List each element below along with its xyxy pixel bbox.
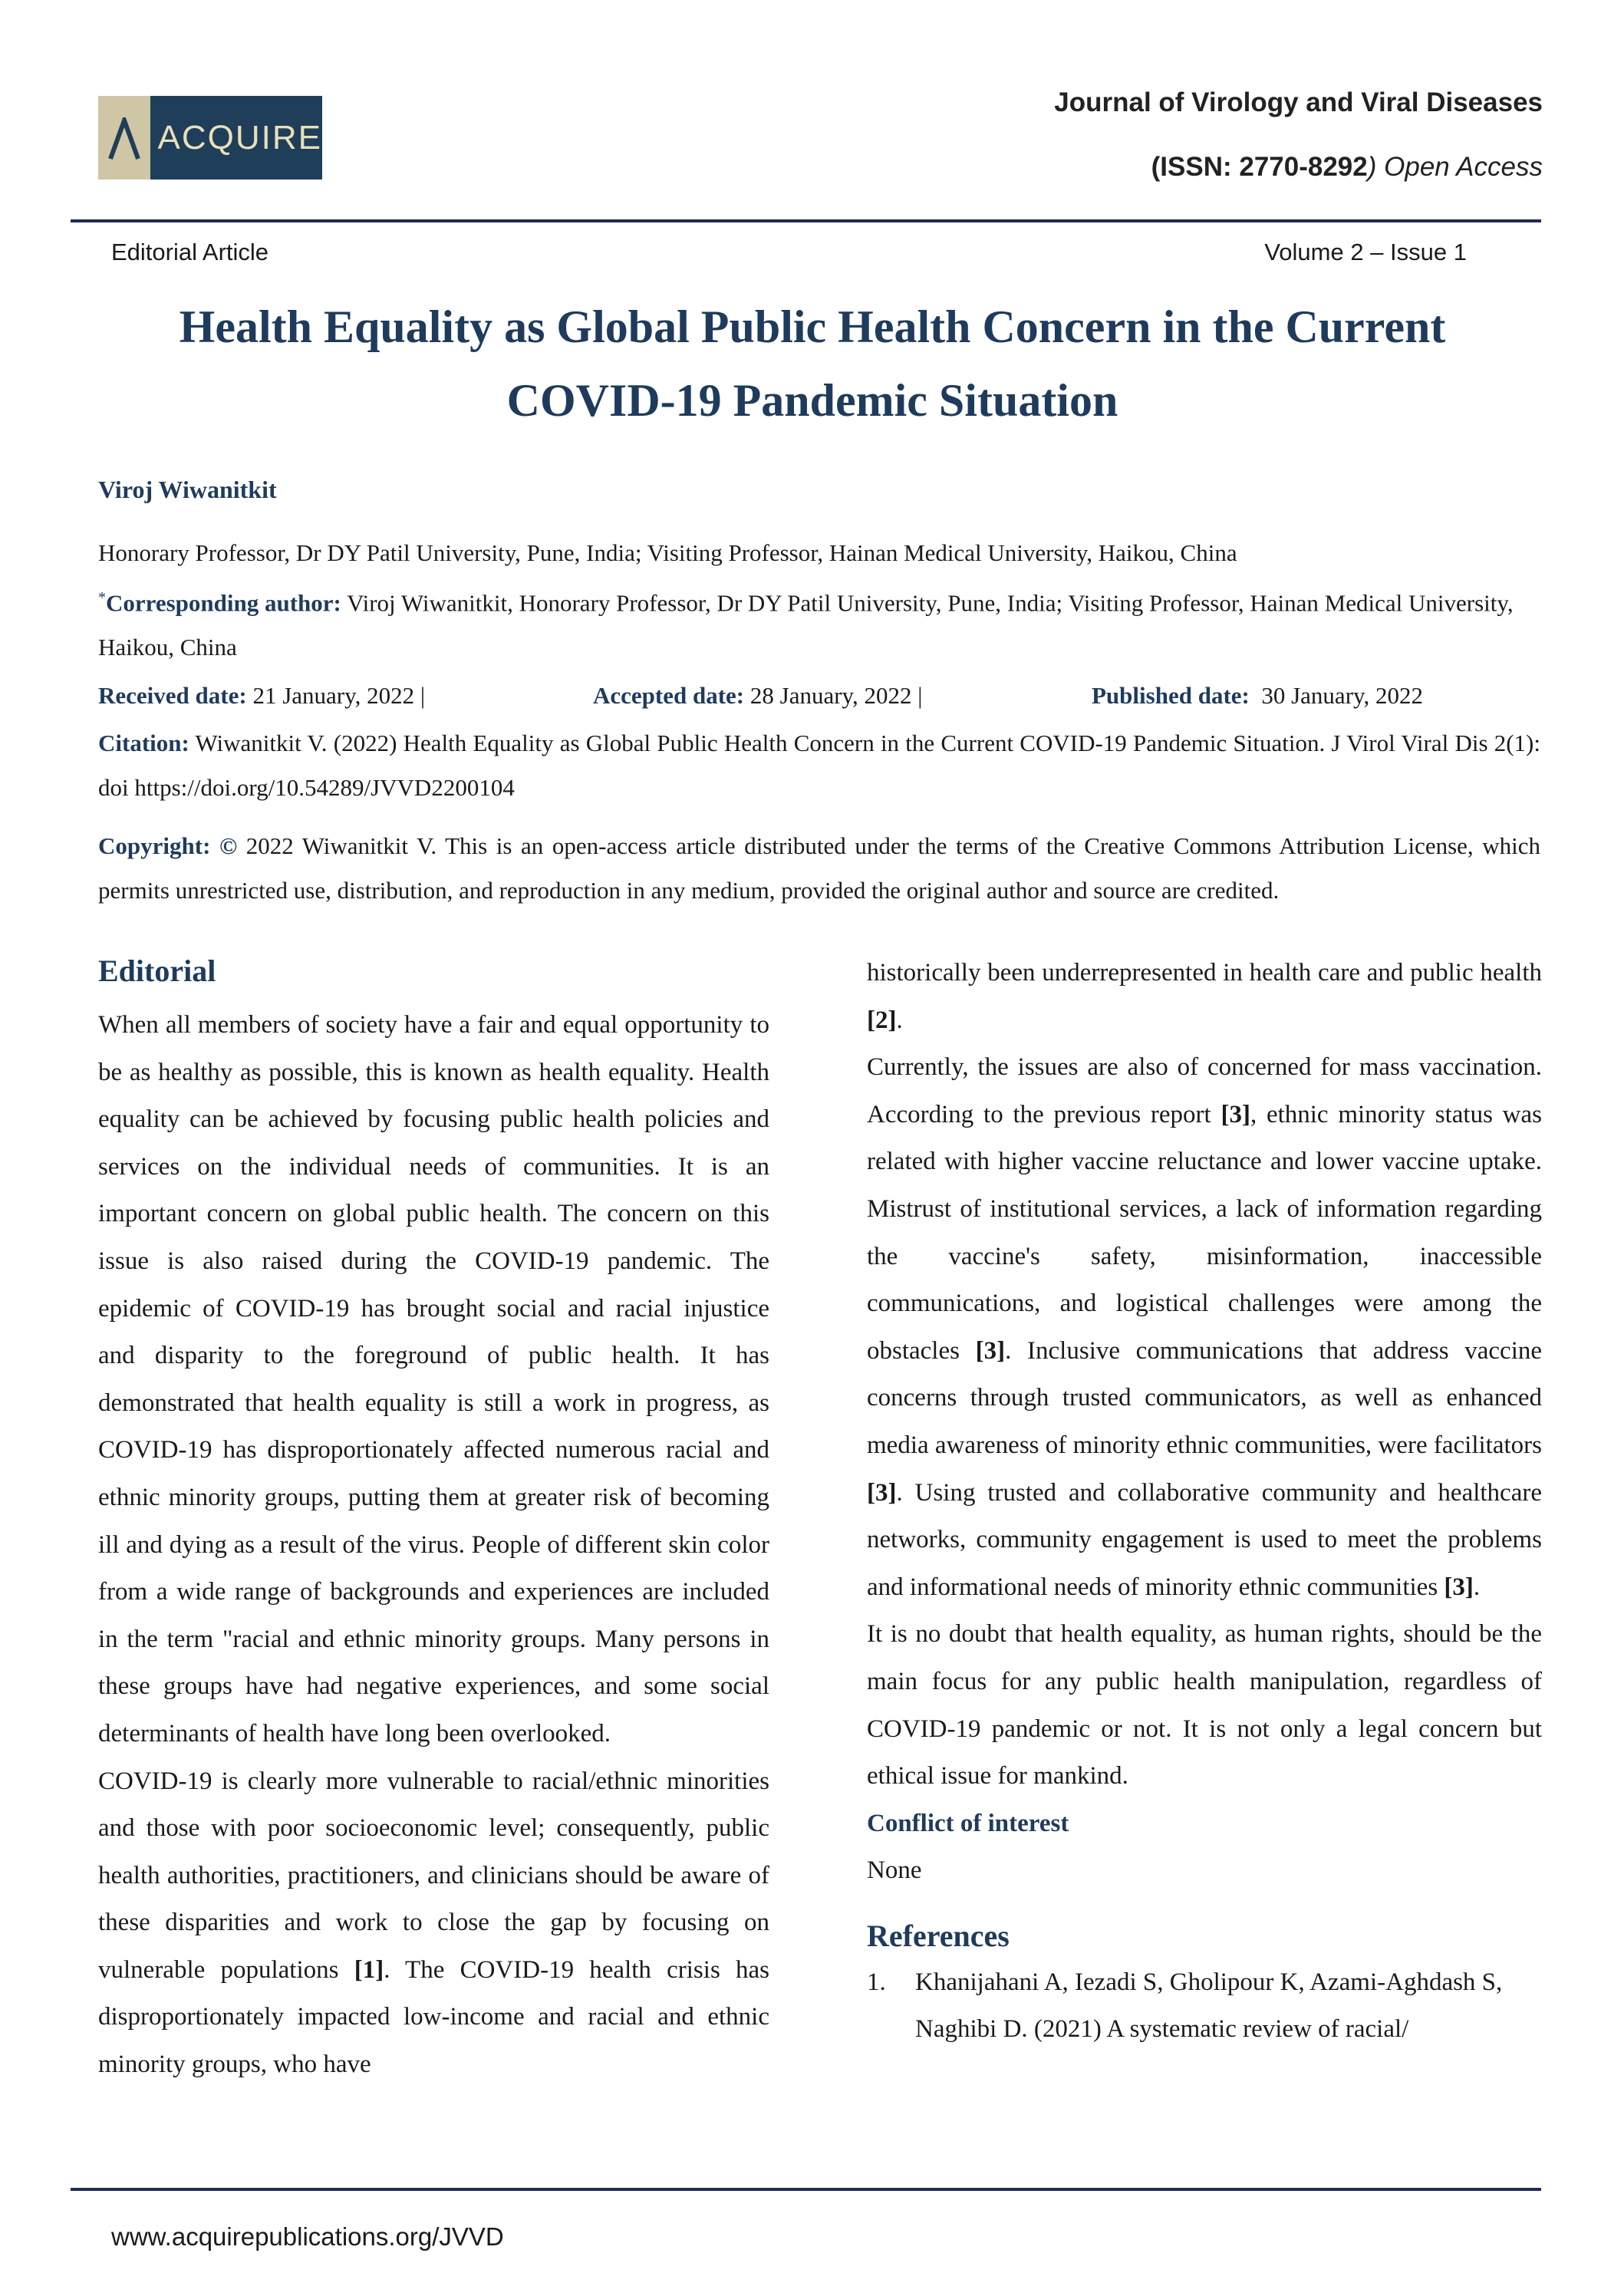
paragraph-4: It is no doubt that health equality, as human rights, should be the main focus for any public health manipulation, regardless of COVID-19 pandemic or not. It is not only a legal concern but ethical issue for mankind.: [867, 1620, 1542, 1790]
paragraph-3: Currently, the issues are also of concerned for mass vaccination. According to the previous report [3], ethnic minority status was related with higher vaccine reluctance and lower vaccine uptake. Mistrust of institutional services, a lack of information regarding the vaccine's safety, misinformation, inaccessible communications, and logistical challenges were among the obstacles [3]. Inclusive communications that address vaccine concerns through trusted communicators, as well as enhanced media awareness of minority ethnic communities, were facilitators [3]. Using trusted and collaborative community and healthcare networks, community engagement is used to meet the problems and informational needs of minority ethnic communities [3].: [867, 1053, 1543, 1601]
corresponding-text: Viroj Wiwanitkit, Honorary Professor, Dr DY Patil University, Pune, India; Visiting Professor, Hainan Medical University, Haikou, China: [98, 589, 1514, 661]
citation-text: Wiwanitkit V. (2022) Health Equality as Global Public Health Concern in the Current COVID-19 Pandemic Situation. J Virol Viral Dis 2(1): doi https://doi.org/10.54289/JVVD2200104: [98, 730, 1540, 801]
copyright-label: Copyright: ©: [98, 832, 238, 859]
citation-ref[interactable]: [3]: [975, 1336, 1006, 1365]
article-title: [100, 290, 1525, 437]
citation-ref[interactable]: [2]: [867, 1006, 897, 1034]
copyright: [98, 824, 1540, 913]
citation-ref[interactable]: [1]: [354, 1955, 384, 1984]
citation-ref[interactable]: [3]: [1220, 1100, 1250, 1128]
lambda-icon: [107, 117, 141, 160]
citation-label: Citation:: [98, 730, 189, 756]
editorial-heading: Editorial: [98, 954, 216, 988]
reference-number: 1.: [867, 1968, 886, 1996]
citation-ref[interactable]: [3]: [1444, 1573, 1474, 1601]
references-heading: References: [867, 1918, 1010, 1953]
article-type: Editorial Article: [111, 239, 269, 265]
reference-item: [867, 1959, 1542, 2054]
published-date: Published date: 30 January, 2022: [1092, 682, 1424, 709]
issn-line: [1151, 152, 1543, 183]
conflict-heading: Conflict of interest: [867, 1809, 1069, 1837]
journal-name: Journal of Virology and Viral Diseases: [1054, 87, 1543, 117]
corresponding-mark: *: [98, 589, 106, 606]
accepted-date: Accepted date: 28 January, 2022 |: [593, 682, 923, 709]
reference-text: Khanijahani A, Iezadi S, Gholipour K, Azami-Aghdash S, Naghibi D. (2021) A systematic review of racial/: [915, 1968, 1503, 2044]
dates-row: [98, 674, 1540, 718]
right-column: [867, 950, 1542, 2054]
copyright-text: 2022 Wiwanitkit V. This is an open-access article distributed under the terms of the Creative Commons Attribution License, which permits unrestricted use, distribution, and reproduction in any medium, provided the original author and source are credited.: [98, 832, 1540, 904]
author-name: Viroj Wiwanitkit: [98, 476, 277, 503]
conflict-text: None: [867, 1856, 922, 1885]
citation-ref[interactable]: [3]: [867, 1478, 897, 1507]
volume-issue: Volume 2 – Issue 1: [1264, 239, 1467, 265]
paragraph-1: When all members of society have a fair and equal opportunity to be as healthy as possible, this is known as health equality. Health equality can be achieved by focusing public health policies and services on the individual needs of communities. It is an important concern on global public health. The concern on this issue is also raised during the COVID-19 pandemic. The epidemic of COVID-19 has brought social and racial injustice and disparity to the foreground of public health. It has demonstrated that health equality is still a work in progress, as COVID-19 has disproportionately affected numerous racial and ethnic minority groups, putting them at greater risk of becoming ill and dying as a result of the virus. People of different skin color from a wide range of backgrounds and experiences are included in the term "racial and ethnic minority groups. Many persons in these groups have had negative experiences, and some social determinants of health have long been overlooked.: [98, 1011, 769, 1748]
affiliation: Honorary Professor, Dr DY Patil University, Pune, India; Visiting Professor, Hainan Medical University, Haikou, China: [98, 539, 1237, 566]
received-date: Received date: 21 January, 2022 |: [98, 682, 426, 709]
issn-number: (ISSN: 2770-8292: [1151, 152, 1368, 182]
paragraph-2-continued: historically been underrepresented in health care and public health [2].: [867, 959, 1542, 1034]
logo-mark: [98, 96, 150, 180]
logo-wordmark: ACQUIRE: [150, 96, 322, 180]
journal-logo: [98, 96, 322, 180]
left-column: [98, 948, 769, 2089]
title-line-2: COVID-19 Pandemic Situation: [506, 375, 1118, 426]
corresponding-author: [98, 575, 1540, 670]
paragraph-2: COVID-19 is clearly more vulnerable to racial/ethnic minorities and those with poor socioeconomic level; consequently, public health authorities, practitioners, and clinicians should be aware of these disparities and work to close the gap by focusing on vulnerable populations [1]. The COVID-19 health crisis has disproportionately impacted low-income and racial and ethnic minority groups, who have: [98, 1767, 769, 2079]
title-line-1: Health Equality as Global Public Health Concern in the Current: [179, 301, 1446, 352]
open-access-label: ) Open Access: [1367, 152, 1543, 182]
header-rule: [71, 219, 1541, 222]
footer-rule: [71, 2188, 1541, 2191]
corresponding-label: Corresponding author:: [106, 589, 341, 617]
citation: [98, 721, 1540, 810]
footer-url[interactable]: www.acquirepublications.org/JVVD: [111, 2222, 504, 2251]
